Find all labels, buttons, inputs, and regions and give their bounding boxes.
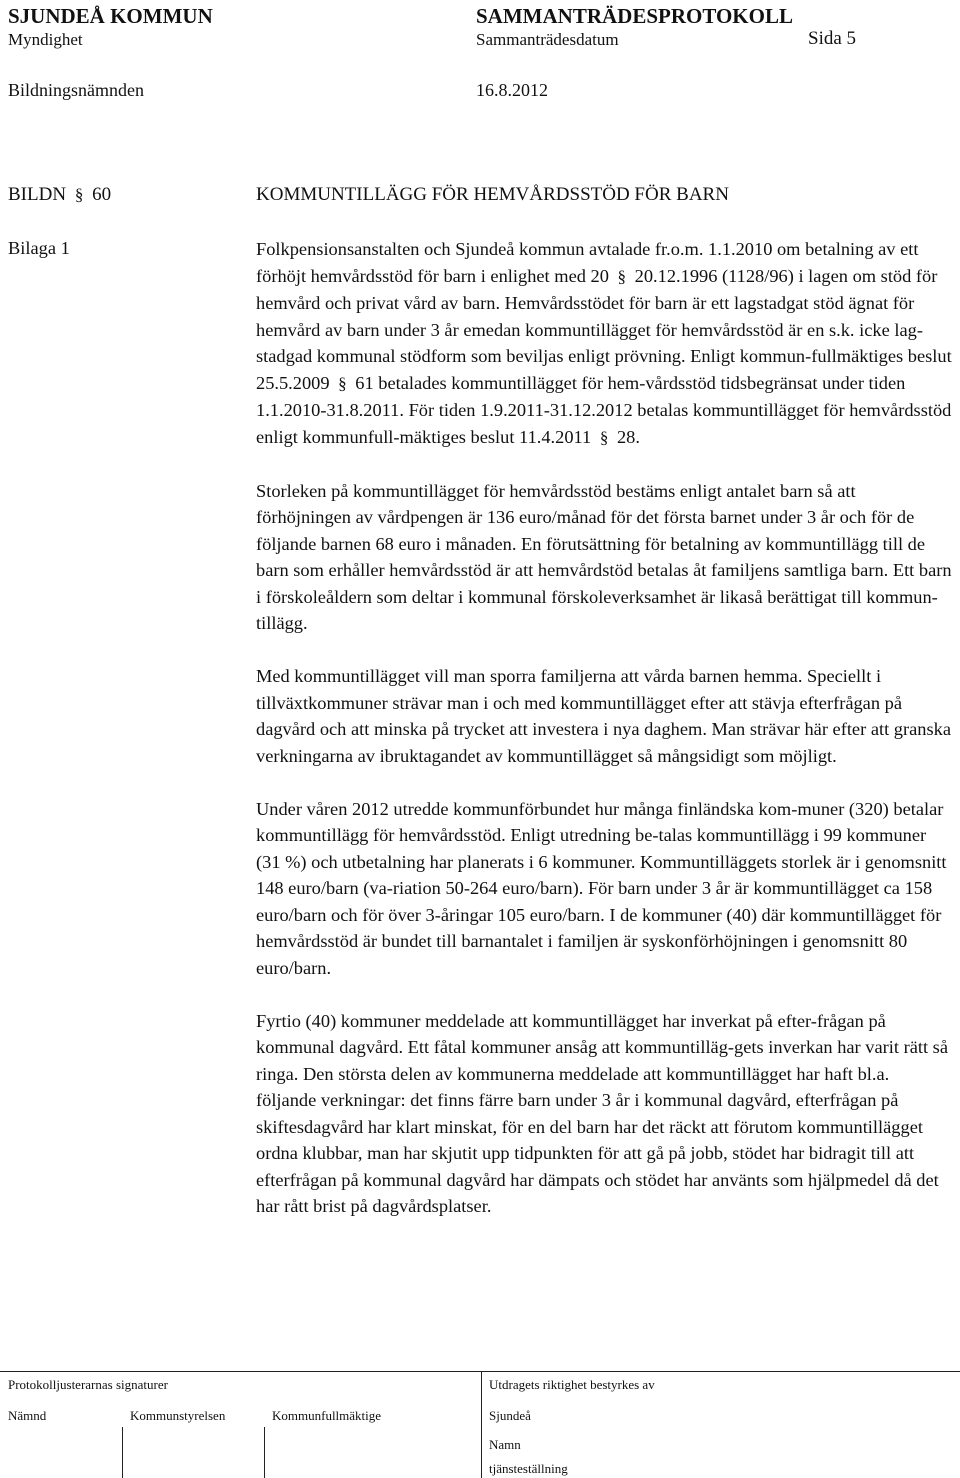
certifier-name-label: Namn [489, 1437, 521, 1452]
paragraph-sign: § [338, 373, 347, 393]
authority-label: Myndighet [8, 30, 83, 49]
authority-name: Bildningsnämnden [8, 80, 144, 100]
signature-kommunfullmaktige: Kommunfullmäktige [272, 1408, 382, 1423]
date-label: Sammanträdesdatum [476, 30, 619, 49]
document-type: SAMMANTRÄDESPROTOKOLL [476, 4, 793, 28]
signatures-label: Protokolljusterarnas signaturer [8, 1377, 168, 1392]
paragraph-3: Med kommuntillägget vill man sporra familjerna att vårda barnen hemma. Speciellt i tillväxtkommuner strävar man i och med kommuntillägget efter att stävja efterfrågan på dagvård och att minska på trycket att investera i nya daghem. Man strävar här efter att granska verkningarna av ibruktagandet av kommuntillägget så mångsidigt som möjligt. [256, 666, 951, 766]
page-number: Sida 5 [808, 28, 857, 49]
org-name: SJUNDEÅ KOMMUN [8, 4, 213, 28]
paragraph-5: Fyrtio (40) kommuner meddelade att kommuntillägget har inverkat på efter-frågan på kommunal dagvård. Ett fåtal kommuner ansåg att kommuntilläg-gets inverkan har varit rätt så ringa. Den största delen av kommunerna meddelade att kommuntillägget har haft bl.a. följande verkningar: det finns färre barn under 3 år i kommunal dagvård, efterfrågan på skiftesdagvård har klart minskat, för en del barn har det räckt att förutom kommuntillägget ordna klubbar, man har skjutit upp tidpunkten för att gå på jobb, stödet har bidragit till att efterfrågan på kommunal dagvård har dämpats och stödet har använts som hjälpmedel då det har rått brist på dagvårdsplatser. [256, 1010, 949, 1216]
section-id [8, 184, 111, 206]
signature-box-divider-1 [122, 1427, 123, 1478]
attachment-label: Bilaga 1 [8, 238, 70, 258]
paragraph-1-part-b: 20.12.1996 (1128/96) i lagen om stöd för hemvård och privat vård av barn. Hemvårdsstödet för barn är ett lagstadgat stöd ägnat för hemvård av barn under 3 år emedan kommuntillägget för hemvårdsstöd är en s.k. icke lag-stadgad kommunal stödform som beviljas enligt prövning. Enligt kommun-fullmäktiges beslut 25.5.2009 [256, 265, 952, 393]
document-body [256, 236, 952, 1220]
paragraph-1-part-c: 61 betalades kommuntillägget för hem-vårdsstöd tidsbegränsat under tiden 1.1.2010-31.8.2011. För tiden 1.9.2011-31.12.2012 betalas kommuntillägget för hemvårdsstöd enligt kommunfull-mäktiges beslut 11.4.2011 [256, 372, 952, 447]
paragraph-sign: § [617, 266, 627, 286]
paragraph-4: Under våren 2012 utredde kommunförbundet hur många finländska kom-muner (320) betalar kommuntillägg för hemvårdsstöd. Enligt utredning be-talas kommuntillägg i 99 kommuner (31 %) och utbetalning har planerats i 6 kommuner. Kommuntilläggets storlek är i genomsnitt 148 euro/barn (va-riation 50-264 euro/barn). För barn under 3 år är kommuntillägget ca 158 euro/barn och för över 3-åringar 105 euro/barn. I de kommuner (40) där kommuntillägget för hemvårdsstöd är bundet till barnantalet i familjen är syskonförhöjningen i genomsnitt 80 euro/barn. [256, 798, 947, 978]
certified-label: Utdragets riktighet bestyrkes av [489, 1377, 655, 1392]
footer-divider [0, 1371, 960, 1372]
paragraph-1-part-a: Folkpensionsanstalten och Sjundeå kommun avtalade fr.o.m. 1.1.2010 om betalning av ett förhöjt hemvårdsstöd för barn i enlighet med 20 [256, 239, 919, 286]
paragraph-1-part-d: 28. [616, 426, 640, 447]
signature-kommunstyrelsen: Kommunstyrelsen [130, 1408, 226, 1423]
paragraph-sign: § [74, 185, 84, 204]
section-title: KOMMUNTILLÄGG FÖR HEMVÅRDSSTÖD FÖR BARN [256, 184, 729, 205]
footer-column-divider [481, 1371, 482, 1478]
certifier-title-label: tjänsteställning [489, 1461, 568, 1476]
section-number: 60 [92, 184, 112, 205]
signature-box-divider-2 [264, 1427, 265, 1478]
paragraph-2: Storleken på kommuntillägget för hemvårdsstöd bestäms enligt antalet barn så att förhöjningen av vårdpengen är 136 euro/månad för det första barnet under 3 år och för de följande barnen 68 euro i månaden. En förutsättning för betalning av kommuntillägg till de barn som erhåller hemvårdsstöd är att hemvårdstöd betalas åt familjens samtliga barn. Ett barn i förskoleåldern som deltar i kommunal förskoleverksamhet är likaså berättigat till kommun-tillägg. [256, 480, 952, 633]
signature-nämnd: Nämnd [8, 1408, 47, 1423]
paragraph-sign: § [599, 427, 609, 447]
section-prefix: BILDN [8, 184, 67, 205]
meeting-date: 16.8.2012 [476, 80, 548, 100]
paragraph-1 [256, 236, 952, 451]
certifier-municipality: Sjundeå [489, 1408, 531, 1423]
